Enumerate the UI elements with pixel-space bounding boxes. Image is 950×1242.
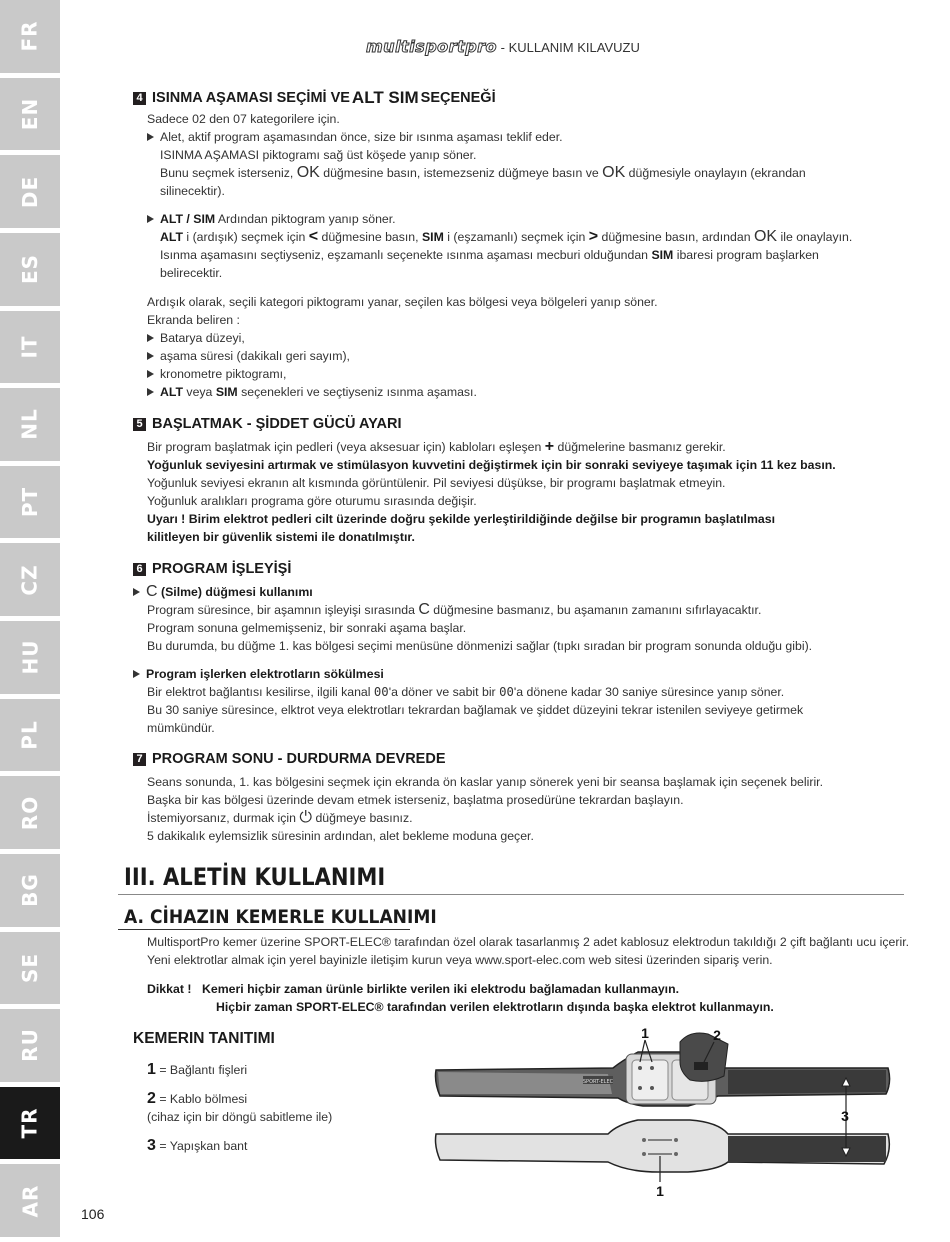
belt-item-1: 1 = Bağlantı fişleri bbox=[147, 1061, 248, 1078]
bullet-arrow-icon bbox=[147, 215, 154, 223]
list-item: kronometre piktogramı, bbox=[147, 365, 286, 383]
language-tab-tr[interactable] bbox=[0, 1087, 60, 1160]
belt-item-2: 2 = Kablo bölmesi bbox=[147, 1090, 248, 1107]
section-number: 4 bbox=[133, 92, 146, 105]
belt-illustration bbox=[428, 1022, 896, 1202]
language-tab-label: PL bbox=[18, 720, 42, 750]
belt-brand-label: SPORT-ELEC bbox=[582, 1079, 614, 1085]
plus-symbol: + bbox=[544, 438, 555, 455]
c-symbol: C bbox=[418, 601, 430, 618]
language-tab-ro[interactable] bbox=[0, 776, 60, 849]
s7-line2: Başka bir kas bölgesi üzerinde devam etmek isterseniz, başlatma prosedürüne tekrardan başlayın. bbox=[147, 793, 684, 807]
s5-line1: Bir program başlatmak için pedleri (veya aksesuar için) kabloları eşleşen + düğmelerine basmanız gerekir. bbox=[147, 438, 726, 455]
language-tab-se[interactable] bbox=[0, 932, 60, 1005]
bullet-arrow-icon bbox=[133, 588, 140, 596]
segment-display-symbol: 00 bbox=[499, 685, 514, 699]
callout-3: 3 bbox=[841, 1108, 849, 1124]
language-tab-label: BG bbox=[17, 873, 42, 908]
section-6-heading bbox=[133, 561, 291, 577]
belt-item-3: 3 = Yapışkan bant bbox=[147, 1137, 248, 1154]
callout-1: 1 bbox=[641, 1025, 649, 1041]
s4-bullet1-line4: silinecektir). bbox=[160, 184, 225, 198]
warning-label: Dikkat ! bbox=[147, 982, 192, 996]
list-item: Batarya düzeyi, bbox=[147, 329, 245, 347]
language-tab-pt[interactable] bbox=[0, 466, 60, 539]
callout-2: 2 bbox=[713, 1027, 721, 1043]
left-arrow-symbol: < bbox=[308, 228, 319, 245]
language-tab-label: NL bbox=[17, 408, 42, 441]
s6-sub2: Program işlerken elektrotların sökülmesi bbox=[133, 665, 384, 683]
s4-bullet2-line3: Isınma aşamasını seçtiyseniz, eşzamanlı seçenekte ısınma aşaması mecburi olduğundan SIM ibaresi program başlarken bbox=[160, 248, 819, 262]
language-tab-label: PT bbox=[18, 486, 42, 518]
warning-line1: Kemeri hiçbir zaman ürünle birlikte verilen iki elektrodu bağlamadan kullanmayın. bbox=[202, 982, 679, 996]
s6-line6: mümkündür. bbox=[147, 721, 215, 735]
header-title: - KULLANIM KILAVUZU bbox=[500, 40, 640, 55]
partA-line2: Yeni elektrotlar almak için yerel bayinizle iletişim kurun veya www.sport-elec.com web sitesi üzerinden sipariş verin. bbox=[147, 953, 773, 967]
language-tab-fr[interactable] bbox=[0, 0, 60, 73]
s4-bullet1-line2: ISINMA AŞAMASI piktogramı sağ üst köşede yanıp söner. bbox=[160, 148, 477, 162]
language-tab-label: RU bbox=[17, 1028, 42, 1063]
s7-line4: 5 dakikalık eylemsizlik süresinin ardından, alet bekleme moduna geçer. bbox=[147, 829, 534, 843]
section-number: 5 bbox=[133, 418, 146, 431]
s4-bullet1-line3: Bunu seçmek isterseniz, OK düğmesine basın, istemezseniz düğmeye basın ve OK düğmesiyle onaylayın (ekrandan bbox=[160, 164, 806, 181]
belt-item-2-extra: (cihaz için bir döngü sabitleme ile) bbox=[147, 1110, 333, 1124]
page-header bbox=[366, 37, 640, 56]
s5-warning-line2: kilitleyen bir güvenlik sistemi ile donatılmıştır. bbox=[147, 530, 415, 544]
language-tab-label: EN bbox=[18, 97, 42, 131]
ok-symbol: OK bbox=[296, 164, 320, 181]
segment-display-symbol: 00 bbox=[373, 685, 389, 699]
language-tab-es[interactable] bbox=[0, 233, 60, 306]
bullet-arrow-icon bbox=[147, 352, 154, 360]
s4-bullet1-line1: Alet, aktif program aşamasından önce, size bir ısınma aşaması teklif eder. bbox=[147, 128, 563, 146]
page-number: 106 bbox=[81, 1206, 105, 1222]
s6-line4: Bir elektrot bağlantısı kesilirse, ilgili kanal 00'a döner ve sabit bir 00'a dönene kadar 30 saniye süresince yanıp söner. bbox=[147, 685, 785, 699]
subpart-title: A. CİHAZIN KEMERLE KULLANIMI bbox=[124, 906, 437, 928]
s6-line3: Bu durumda, bu düğme 1. kas bölgesi seçimi menüsüne dönmenizi sağlar (tıpkı sıradan bir program sonunda olduğu gibi). bbox=[147, 639, 813, 653]
s4-intro: Sadece 02 den 07 kategorilere için. bbox=[147, 112, 340, 126]
s4-bullet2-line2: ALT i (ardışık) seçmek için < düğmesine basın, SIM i (eşzamanlı) seçmek için > düğmesine basın, ardından OK ile onaylayın. bbox=[160, 228, 853, 245]
section-number: 7 bbox=[133, 753, 146, 766]
language-tab-label: RO bbox=[18, 795, 42, 830]
part-title: III. ALETİN KULLANIMI bbox=[124, 863, 386, 891]
right-arrow-symbol: > bbox=[588, 228, 599, 245]
language-tab-cz[interactable] bbox=[0, 543, 60, 616]
s5-warning-line1: Uyarı ! Birim elektrot pedleri cilt üzerinde doğru şekilde yerleştirildiğinde değilse bir programın başlatılması bbox=[147, 512, 776, 526]
language-sidebar bbox=[0, 0, 60, 1242]
language-tab-ru[interactable] bbox=[0, 1009, 60, 1082]
language-tab-label: DE bbox=[17, 175, 42, 208]
s5-line2: Yoğunluk seviyesini artırmak ve stimülasyon kuvvetini değiştirmek için bir sonraki seviyeye taşımak için 11 kez basın. bbox=[147, 458, 836, 472]
divider bbox=[118, 894, 904, 895]
section-7-heading bbox=[133, 751, 446, 767]
bullet-arrow-icon bbox=[147, 334, 154, 342]
language-tab-de[interactable] bbox=[0, 155, 60, 228]
language-tab-label: CZ bbox=[18, 564, 42, 596]
section-title: BAŞLATMAK - ŞİDDET GÜCÜ AYARI bbox=[152, 416, 402, 432]
language-tab-ar[interactable] bbox=[0, 1164, 60, 1237]
bullet-arrow-icon bbox=[133, 670, 140, 678]
ok-symbol: OK bbox=[602, 164, 626, 181]
section-5-heading bbox=[133, 416, 401, 432]
c-symbol: C bbox=[146, 583, 158, 600]
language-tab-bg[interactable] bbox=[0, 854, 60, 927]
section-4-heading bbox=[133, 88, 496, 108]
s6-line1: Program süresince, bir aşamnın işleyişi sırasında C düğmesine basmanız, bu aşamanın zamanını sıfırlayacaktır. bbox=[147, 601, 762, 618]
language-tab-label: HU bbox=[17, 639, 42, 675]
s7-line3: İstemiyorsanız, durmak için ⏻ düğmeye basınız. bbox=[147, 809, 413, 826]
section-title-end: SEÇENEĞİ bbox=[420, 90, 496, 106]
s5-line3: Yoğunluk seviyesi ekranın alt kısmında görüntülenir. Pil seviyesi düşükse, bir programı başlatmak etmeyin. bbox=[147, 476, 726, 490]
section-title-altsim: ALT SIM bbox=[351, 88, 419, 107]
s4-para2: Ekranda beliren : bbox=[147, 313, 240, 327]
language-tab-it[interactable] bbox=[0, 311, 60, 384]
language-tab-label: FR bbox=[18, 20, 42, 52]
list-item: aşama süresi (dakikalı geri sayım), bbox=[147, 347, 350, 365]
bullet-arrow-icon bbox=[147, 370, 154, 378]
language-tab-label: ES bbox=[17, 254, 42, 285]
belt-section-title: KEMERIN TANITIMI bbox=[133, 1030, 275, 1047]
s4-bullet2-line4: belirecektir. bbox=[160, 266, 223, 280]
language-tab-label: AR bbox=[17, 1184, 42, 1218]
brand-logo: multisportpro bbox=[366, 37, 498, 56]
divider bbox=[118, 929, 410, 930]
language-tab-label: IT bbox=[18, 335, 42, 359]
section-title: ISINMA AŞAMASI SEÇİMİ VE bbox=[152, 90, 350, 106]
section-title: PROGRAM İŞLEYİŞİ bbox=[152, 561, 292, 577]
s6-sub1: C (Silme) düğmesi kullanımı bbox=[133, 583, 313, 601]
partA-line1: MultisportPro kemer üzerine SPORT-ELEC® tarafından özel olarak tasarlanmış 2 adet kablosuz elektrodun takıldığı 2 çift bağlantı ucu içerir. bbox=[147, 935, 910, 949]
warning-line2: Hiçbir zaman SPORT-ELEC® tarafından verilen elektrotların dışında başka elektrot kullanmayın. bbox=[216, 1000, 774, 1014]
callout-1-bottom: 1 bbox=[656, 1183, 664, 1199]
s5-line4: Yoğunluk aralıkları programa göre oturumu sırasında değişir. bbox=[147, 494, 477, 508]
s4-para1: Ardışık olarak, seçili kategori piktogramı yanar, seçilen kas bölgesi veya bölgeleri yanıp söner. bbox=[147, 295, 658, 309]
language-tab-label: SE bbox=[17, 952, 42, 983]
list-item: ALT veya SIM seçenekleri ve seçtiyseniz ısınma aşaması. bbox=[147, 383, 477, 401]
bullet-arrow-icon bbox=[147, 388, 154, 396]
ok-symbol: OK bbox=[753, 228, 778, 245]
s6-line2: Program sonuna gelmemişseniz, bir sonraki aşama başlar. bbox=[147, 621, 467, 635]
bullet-arrow-icon bbox=[147, 133, 154, 141]
language-tab-hu[interactable] bbox=[0, 621, 60, 694]
section-number: 6 bbox=[133, 563, 146, 576]
s6-line5: Bu 30 saniye süresince, elktrot veya elektrotları tekrardan bağlamak ve şiddet düzeyini tekrar istenilen seviyeye getirmek bbox=[147, 703, 804, 717]
language-tab-nl[interactable] bbox=[0, 388, 60, 461]
s4-bullet2-line1: ALT / SIM Ardından piktogram yanıp söner. bbox=[147, 210, 396, 228]
language-tab-pl[interactable] bbox=[0, 699, 60, 772]
language-tab-label: TR bbox=[17, 1107, 42, 1139]
section-title: PROGRAM SONU - DURDURMA DEVREDE bbox=[152, 751, 446, 767]
power-icon: ⏻ bbox=[299, 809, 313, 826]
language-tab-en[interactable] bbox=[0, 78, 60, 151]
s7-line1: Seans sonunda, 1. kas bölgesini seçmek için ekranda ön kaslar yanıp sönerek yeni bir seansa başlamak için seçenek belirir. bbox=[147, 775, 824, 789]
